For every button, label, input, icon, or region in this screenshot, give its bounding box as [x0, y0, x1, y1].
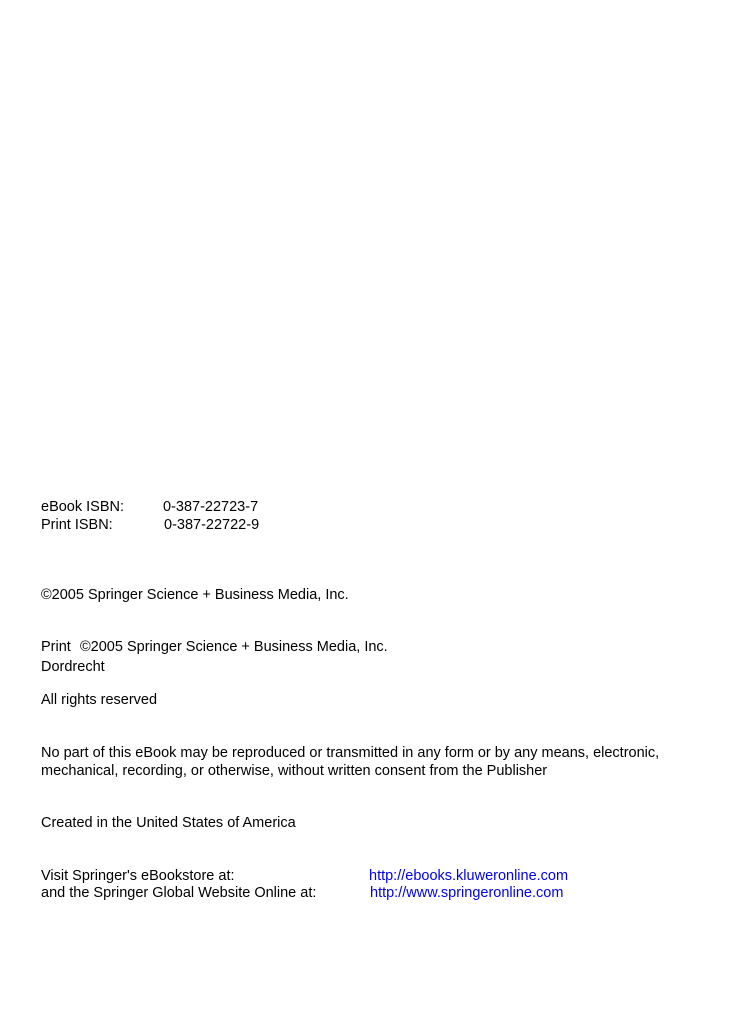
print-isbn-value: 0-387-22722-9 — [164, 517, 260, 533]
print-isbn-line — [41, 517, 259, 534]
print-copyright-label: Print — [41, 639, 71, 655]
print-isbn-label: Print ISBN: — [41, 517, 113, 533]
ebookstore-label: Visit Springer's eBookstore at: — [41, 868, 235, 884]
ebook-isbn-value: 0-387-22723-7 — [163, 499, 259, 515]
ebookstore-link[interactable]: http://ebooks.kluweronline.com — [369, 868, 569, 884]
website-label: and the Springer Global Website Online at: — [41, 885, 317, 901]
ebookstore-line — [41, 868, 568, 885]
print-copyright-line — [41, 639, 388, 656]
copyright-line: ©2005 Springer Science + Business Media, Inc. — [41, 587, 349, 603]
rights-reserved: All rights reserved — [41, 692, 158, 708]
publisher-place: Dordrecht — [41, 659, 105, 675]
print-copyright-text: ©2005 Springer Science + Business Media, Inc. — [80, 639, 388, 655]
notice-line-1: No part of this eBook may be reproduced or transmitted in any form or by any means, electronic, — [41, 745, 660, 761]
notice-line-2: mechanical, recording, or otherwise, without written consent from the Publisher — [41, 763, 548, 779]
website-link[interactable]: http://www.springeronline.com — [370, 885, 564, 901]
ebook-isbn-line — [41, 499, 258, 516]
website-line — [41, 885, 563, 902]
ebook-isbn-label: eBook ISBN: — [41, 499, 125, 515]
created-in: Created in the United States of America — [41, 815, 296, 831]
